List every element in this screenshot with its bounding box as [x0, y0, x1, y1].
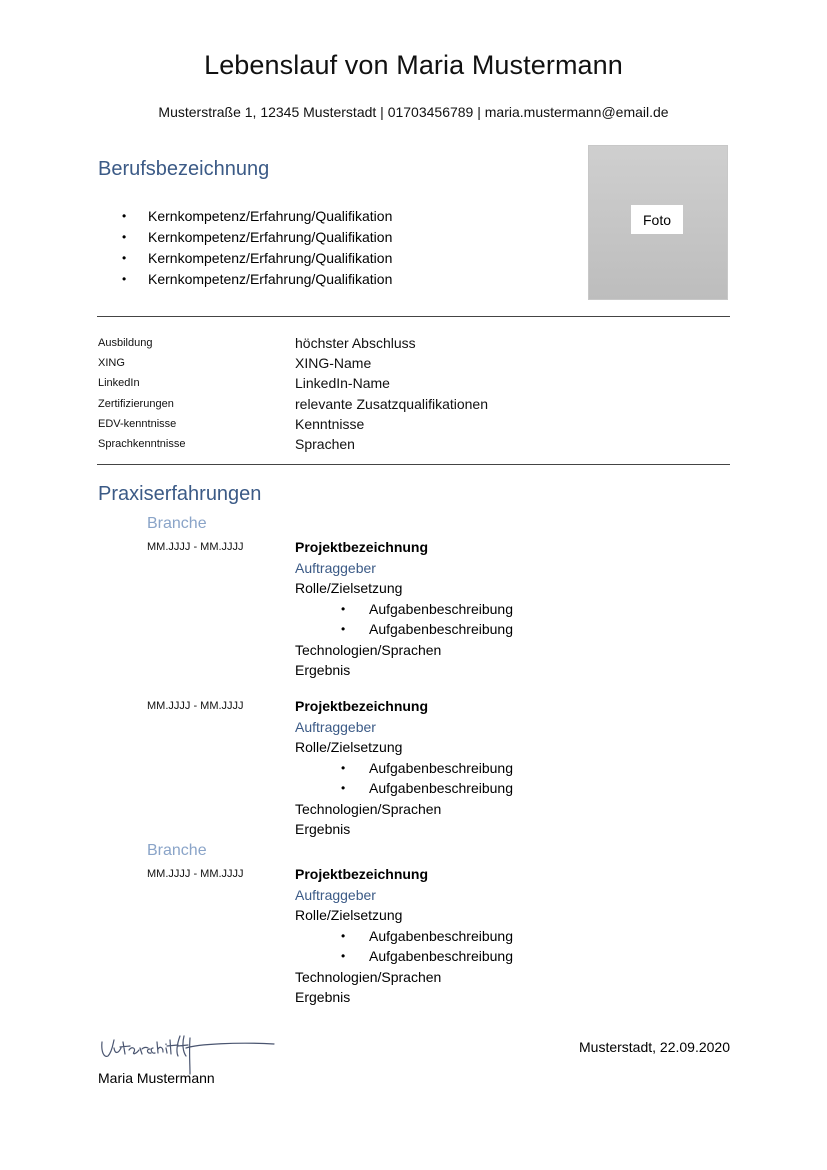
- place-date: Musterstadt, 22.09.2020: [579, 1039, 730, 1055]
- bullet-icon: •: [341, 622, 346, 636]
- project-role: Rolle/Zielsetzung: [295, 907, 403, 923]
- project-entry: [295, 696, 513, 840]
- info-row-xing: [98, 353, 738, 373]
- list-item: • Kernkompetenz/Erfahrung/Qualifikation: [122, 207, 393, 224]
- project-tech: Technologien/Sprachen: [295, 968, 442, 985]
- bullet-icon: •: [341, 928, 346, 943]
- project-client: Auftraggeber: [295, 886, 376, 903]
- info-row-education: [98, 333, 738, 353]
- info-row-linkedin: [98, 373, 738, 393]
- bullet-icon: •: [341, 601, 346, 616]
- list-item: • Kernkompetenz/Erfahrung/Qualifikation: [122, 228, 393, 245]
- project-tech: Technologien/Sprachen: [295, 641, 442, 658]
- info-label: Sprachkenntnisse: [98, 438, 186, 451]
- info-label: XING: [98, 357, 125, 370]
- info-row-it-skills: [98, 414, 738, 434]
- info-value: relevante Zusatzqualifikationen: [295, 396, 489, 413]
- photo-label: Foto: [631, 205, 683, 234]
- project-task: • Aufgabenbeschreibung: [295, 778, 513, 799]
- project-result: Ergebnis: [295, 821, 351, 837]
- project-task: • Aufgabenbeschreibung: [295, 619, 513, 640]
- info-row-languages: [98, 434, 738, 454]
- photo-placeholder: [588, 145, 728, 300]
- project-client: Auftraggeber: [295, 559, 376, 576]
- bullet-icon: •: [341, 949, 346, 963]
- project-date: MM.JJJJ - MM.JJJJ: [147, 700, 244, 712]
- info-label: Ausbildung: [98, 337, 153, 350]
- project-task: • Aufgabenbeschreibung: [295, 946, 513, 967]
- list-item: • Kernkompetenz/Erfahrung/Qualifikation: [122, 270, 393, 287]
- info-label: Zertifizierungen: [98, 398, 174, 411]
- project-name: Projektbezeichnung: [295, 866, 429, 882]
- info-label: LinkedIn: [98, 377, 140, 390]
- bullet-icon: •: [341, 760, 346, 775]
- page-title: Lebenslauf von Maria Mustermann: [204, 50, 623, 80]
- project-role: Rolle/Zielsetzung: [295, 580, 403, 596]
- job-title-heading: Berufsbezeichnung: [98, 158, 270, 180]
- divider: [97, 316, 730, 317]
- info-value: XING-Name: [295, 355, 372, 372]
- bullet-icon: •: [122, 208, 127, 223]
- info-label: EDV-kenntnisse: [98, 418, 177, 431]
- info-value: Kenntnisse: [295, 416, 365, 433]
- info-value: höchster Abschluss: [295, 335, 416, 352]
- project-date: MM.JJJJ - MM.JJJJ: [147, 868, 244, 880]
- project-client: Auftraggeber: [295, 718, 376, 735]
- signature-icon: [98, 1030, 278, 1075]
- project-role: Rolle/Zielsetzung: [295, 739, 403, 755]
- project-entry: [295, 537, 513, 681]
- project-name: Projektbezeichnung: [295, 539, 429, 555]
- info-value: Sprachen: [295, 436, 355, 453]
- project-tech: Technologien/Sprachen: [295, 800, 442, 817]
- bullet-icon: •: [122, 229, 127, 244]
- industry-heading: Branche: [147, 515, 207, 532]
- contact-line: Musterstraße 1, 12345 Musterstadt | 01703456789 | maria.mustermann@email.de: [158, 104, 669, 120]
- info-value: LinkedIn-Name: [295, 375, 390, 392]
- bullet-icon: •: [341, 781, 346, 795]
- project-task: • Aufgabenbeschreibung: [295, 926, 513, 947]
- project-result: Ergebnis: [295, 662, 351, 678]
- info-row-certifications: [98, 394, 738, 414]
- divider: [97, 464, 730, 465]
- project-task: • Aufgabenbeschreibung: [295, 599, 513, 620]
- bullet-icon: •: [122, 271, 127, 286]
- project-result: Ergebnis: [295, 989, 351, 1005]
- industry-heading: Branche: [147, 842, 207, 859]
- experience-heading: Praxiserfahrungen: [98, 483, 262, 505]
- list-item: • Kernkompetenz/Erfahrung/Qualifikation: [122, 249, 393, 266]
- bullet-icon: •: [122, 250, 127, 265]
- competency-list: [122, 205, 392, 289]
- project-entry: [295, 864, 513, 1008]
- project-name: Projektbezeichnung: [295, 698, 429, 714]
- project-task: • Aufgabenbeschreibung: [295, 758, 513, 779]
- signer-name: Maria Mustermann: [98, 1070, 215, 1086]
- project-date: MM.JJJJ - MM.JJJJ: [147, 541, 244, 553]
